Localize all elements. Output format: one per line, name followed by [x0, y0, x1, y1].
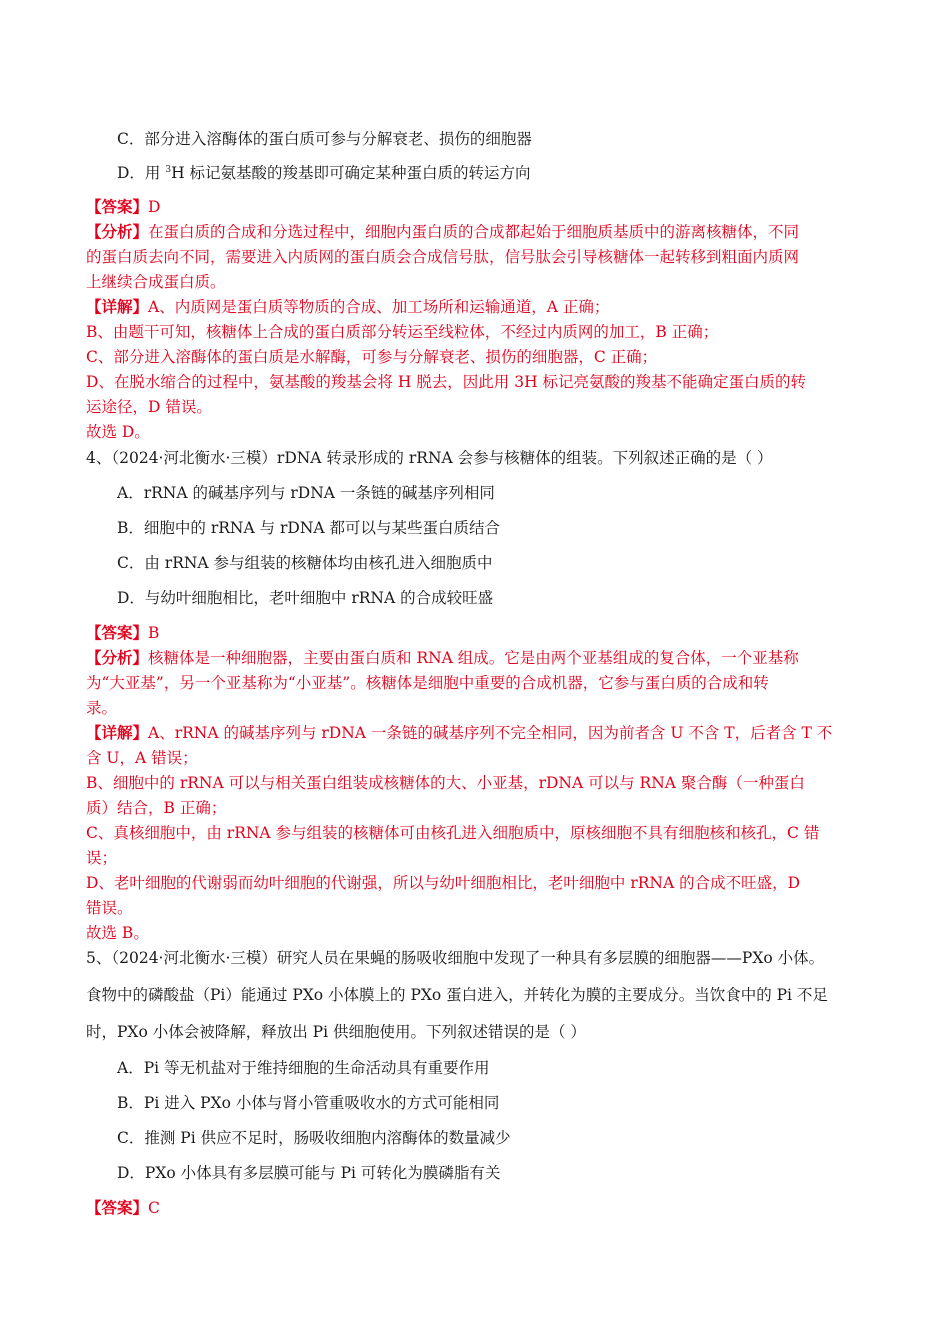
q3-analysis-line-2: 的蛋白质去向不同，需要进入内质网的蛋白质会合成信号肽，信号肽会引导核糖体一起转移到粗面内质网: [86, 248, 800, 266]
q4-detail-d-line-1: D、老叶细胞的代谢弱而幼叶细胞的代谢强，所以与幼叶细胞相比，老叶细胞中 rRNA 的合成不旺盛，D: [86, 874, 801, 892]
q3-detail-c: C、部分进入溶酶体的蛋白质是水解酶，可参与分解衰老、损伤的细胞器，C 正确；: [86, 348, 658, 366]
q4-detail-b-line-1: B、细胞中的 rRNA 可以与相关蛋白组装成核糖体的大、小亚基，rDNA 可以与 RNA 聚合酶（一种蛋白: [86, 774, 805, 792]
q4-analysis-line-1: [86, 648, 799, 668]
analysis-text: 核糖体是一种细胞器，主要由蛋白质和 RNA 组成。它是由两个亚基组成的复合体，一个亚基称: [148, 649, 799, 667]
answer-tag: 【答案】: [86, 623, 149, 642]
q4-analysis-line-3: 录。: [86, 699, 118, 717]
detail-text: A、rRNA 的碱基序列与 rDNA 一条链的碱基序列不完全相同，因为前者含 U 不含 T，后者含 T 不: [148, 724, 833, 742]
q3-option-c: C．部分进入溶酶体的蛋白质可参与分解衰老、损伤的细胞器: [117, 130, 532, 148]
q3-option-d: [117, 163, 531, 183]
q4-stem: 4、（2024·河北衡水·三模）rDNA 转录形成的 rRNA 会参与核糖体的组装。下列叙述正确的是（ ）: [86, 449, 773, 467]
analysis-tag: 【分析】: [86, 222, 149, 241]
analysis-text: 在蛋白质的合成和分选过程中，细胞内蛋白质的合成都起始于细胞质基质中的游离核糖体，不同: [148, 223, 800, 241]
q4-detail-c-line-1: C、真核细胞中，由 rRNA 参与组装的核糖体可由核孔进入细胞质中，原核细胞不具有细胞核和核孔，C 错: [86, 824, 820, 842]
q3-option-d-suffix: H 标记氨基酸的羧基即可确定某种蛋白质的转运方向: [171, 164, 531, 182]
q3-answer: [86, 197, 160, 217]
q3-option-d-prefix: D．用: [117, 164, 166, 182]
q4-answer: [86, 623, 159, 643]
q3-detail-a: [86, 297, 609, 317]
q3-option-d-superscript: 3: [165, 164, 172, 175]
q3-analysis-line-1: [86, 222, 799, 242]
detail-text: A、内质网是蛋白质等物质的合成、加工场所和运输通道，A 正确；: [148, 298, 610, 316]
q3-detail-d-line-1: D、在脱水缩合的过程中，氨基酸的羧基会将 H 脱去，因此用 3H 标记亮氨酸的羧基不能确定蛋白质的转: [86, 373, 807, 391]
q5-option-a: A．Pi 等无机盐对于维持细胞的生命活动具有重要作用: [117, 1059, 490, 1077]
q4-detail-a-line-2: 含 U，A 错误；: [86, 749, 198, 767]
q4-detail-d-line-2: 错误。: [86, 899, 133, 917]
answer-value: B: [148, 624, 160, 642]
detail-tag: 【详解】: [86, 723, 149, 742]
q3-analysis-line-3: 上继续合成蛋白质。: [86, 273, 226, 291]
q3-detail-b: B、由题干可知，核糖体上合成的蛋白质部分转运至线粒体，不经过内质网的加工，B 正确；: [86, 323, 719, 341]
q5-stem-line-3: 时，PXo 小体会被降解，释放出 Pi 供细胞使用。下列叙述错误的是（ ）: [86, 1023, 586, 1041]
answer-value: D: [148, 198, 161, 216]
q4-option-c: C．由 rRNA 参与组装的核糖体均由核孔进入细胞质中: [117, 554, 493, 572]
q4-option-b: B．细胞中的 rRNA 与 rDNA 都可以与某些蛋白质结合: [117, 519, 501, 537]
answer-value: C: [148, 1199, 160, 1217]
q5-answer: [86, 1198, 160, 1218]
q4-option-d: D．与幼叶细胞相比，老叶细胞中 rRNA 的合成较旺盛: [117, 589, 494, 607]
q4-detail-b-line-2: 质）结合，B 正确；: [86, 799, 227, 817]
q3-conclusion: 故选 D。: [86, 423, 150, 441]
q4-detail-c-line-2: 误；: [86, 849, 118, 867]
q5-option-c: C．推测 Pi 供应不足时，肠吸收细胞内溶酶体的数量减少: [117, 1129, 511, 1147]
q5-stem-line-2: 食物中的磷酸盐（Pi）能通过 PXo 小体膜上的 PXo 蛋白进入，并转化为膜的主要成分。当饮食中的 Pi 不足: [86, 986, 828, 1004]
q3-detail-d-line-2: 运途径，D 错误。: [86, 398, 212, 416]
analysis-tag: 【分析】: [86, 648, 149, 667]
q5-option-b: B．Pi 进入 PXo 小体与肾小管重吸收水的方式可能相同: [117, 1094, 500, 1112]
detail-tag: 【详解】: [86, 297, 149, 316]
answer-tag: 【答案】: [86, 1198, 149, 1217]
q4-analysis-line-2: 为“大亚基”，另一个亚基称为“小亚基”。核糖体是细胞中重要的合成机器，它参与蛋白质的合成和转: [86, 674, 769, 692]
q5-stem-line-1: 5、（2024·河北衡水·三模）研究人员在果蝇的肠吸收细胞中发现了一种具有多层膜的细胞器——PXo 小体。: [86, 949, 825, 967]
q4-conclusion: 故选 B。: [86, 924, 149, 942]
answer-tag: 【答案】: [86, 197, 149, 216]
q4-detail-a-line-1: [86, 723, 832, 743]
q4-option-a: A．rRNA 的碱基序列与 rDNA 一条链的碱基序列相同: [117, 484, 495, 502]
q5-option-d: D．PXo 小体具有多层膜可能与 Pi 可转化为膜磷脂有关: [117, 1164, 501, 1182]
